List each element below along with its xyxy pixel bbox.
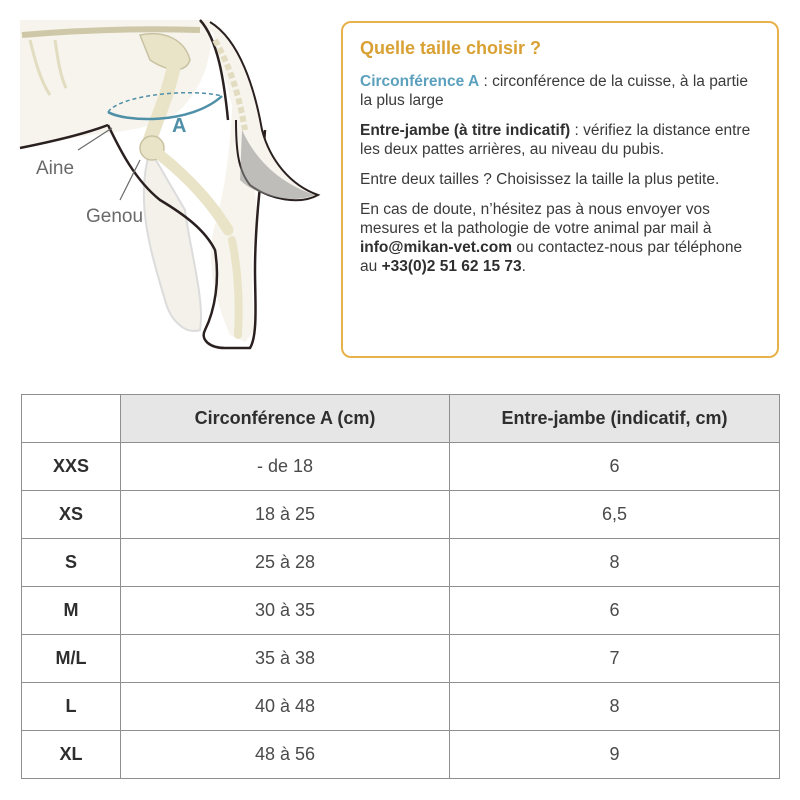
contact-text-2: ou contactez-nous par téléphone au xyxy=(360,239,743,275)
table-row xyxy=(22,539,780,587)
info-contact xyxy=(360,200,761,276)
table-row xyxy=(22,491,780,539)
circumference-cell: - de 18 xyxy=(121,443,450,491)
term-circumference: Circonférence A xyxy=(360,73,480,90)
size-cell: L xyxy=(22,683,121,731)
label-genou: Genou xyxy=(86,206,144,227)
circumference-cell: 48 à 56 xyxy=(121,731,450,779)
info-inseam xyxy=(360,121,761,159)
circumference-cell: 40 à 48 xyxy=(121,683,450,731)
table-row xyxy=(22,731,780,779)
inseam-cell: 9 xyxy=(450,731,780,779)
term-inseam: Entre-jambe (à titre indicatif) xyxy=(360,122,571,139)
inseam-cell: 6,5 xyxy=(450,491,780,539)
size-cell: XL xyxy=(22,731,121,779)
contact-phone-link[interactable]: +33(0)2 51 62 15 73 xyxy=(381,258,522,275)
text-inseam: : vérifiez la distance entre les deux pattes arrières, au niveau du pubis. xyxy=(360,122,751,158)
dog-leg-illustration xyxy=(0,0,330,365)
dog-hind-leg-diagram xyxy=(0,0,330,365)
header-circumference: Circonférence A (cm) xyxy=(121,395,450,443)
inseam-cell: 8 xyxy=(450,683,780,731)
header-inseam: Entre-jambe (indicatif, cm) xyxy=(450,395,780,443)
size-guide-info-box xyxy=(341,21,779,358)
inseam-cell: 8 xyxy=(450,539,780,587)
circumference-cell: 18 à 25 xyxy=(121,491,450,539)
size-table xyxy=(21,394,780,779)
table-header-row xyxy=(22,395,780,443)
size-cell: XXS xyxy=(22,443,121,491)
size-cell: M/L xyxy=(22,635,121,683)
size-cell: S xyxy=(22,539,121,587)
info-circumference xyxy=(360,72,761,110)
table-row xyxy=(22,587,780,635)
text-circumference: : circonférence de la cuisse, à la partie la plus large xyxy=(360,73,748,109)
size-cell: XS xyxy=(22,491,121,539)
header-size xyxy=(22,395,121,443)
inseam-cell: 7 xyxy=(450,635,780,683)
table-row xyxy=(22,635,780,683)
table-row xyxy=(22,683,780,731)
inseam-cell: 6 xyxy=(450,443,780,491)
contact-text-1: En cas de doute, n’hésitez pas à nous envoyer vos mesures et la pathologie de votre animal par mail à xyxy=(360,201,712,237)
info-title: Quelle taille choisir ? xyxy=(360,38,542,58)
inseam-cell: 6 xyxy=(450,587,780,635)
contact-email-link[interactable]: info@mikan-vet.com xyxy=(360,239,513,256)
circumference-cell: 30 à 35 xyxy=(121,587,450,635)
size-cell: M xyxy=(22,587,121,635)
circumference-cell: 35 à 38 xyxy=(121,635,450,683)
circumference-cell: 25 à 28 xyxy=(121,539,450,587)
contact-text-end: . xyxy=(521,258,526,275)
label-aine: Aine xyxy=(36,158,75,179)
info-between-sizes: Entre deux tailles ? Choisissez la taille la plus petite. xyxy=(360,171,720,188)
measure-label-a: A xyxy=(172,115,187,137)
table-row xyxy=(22,443,780,491)
